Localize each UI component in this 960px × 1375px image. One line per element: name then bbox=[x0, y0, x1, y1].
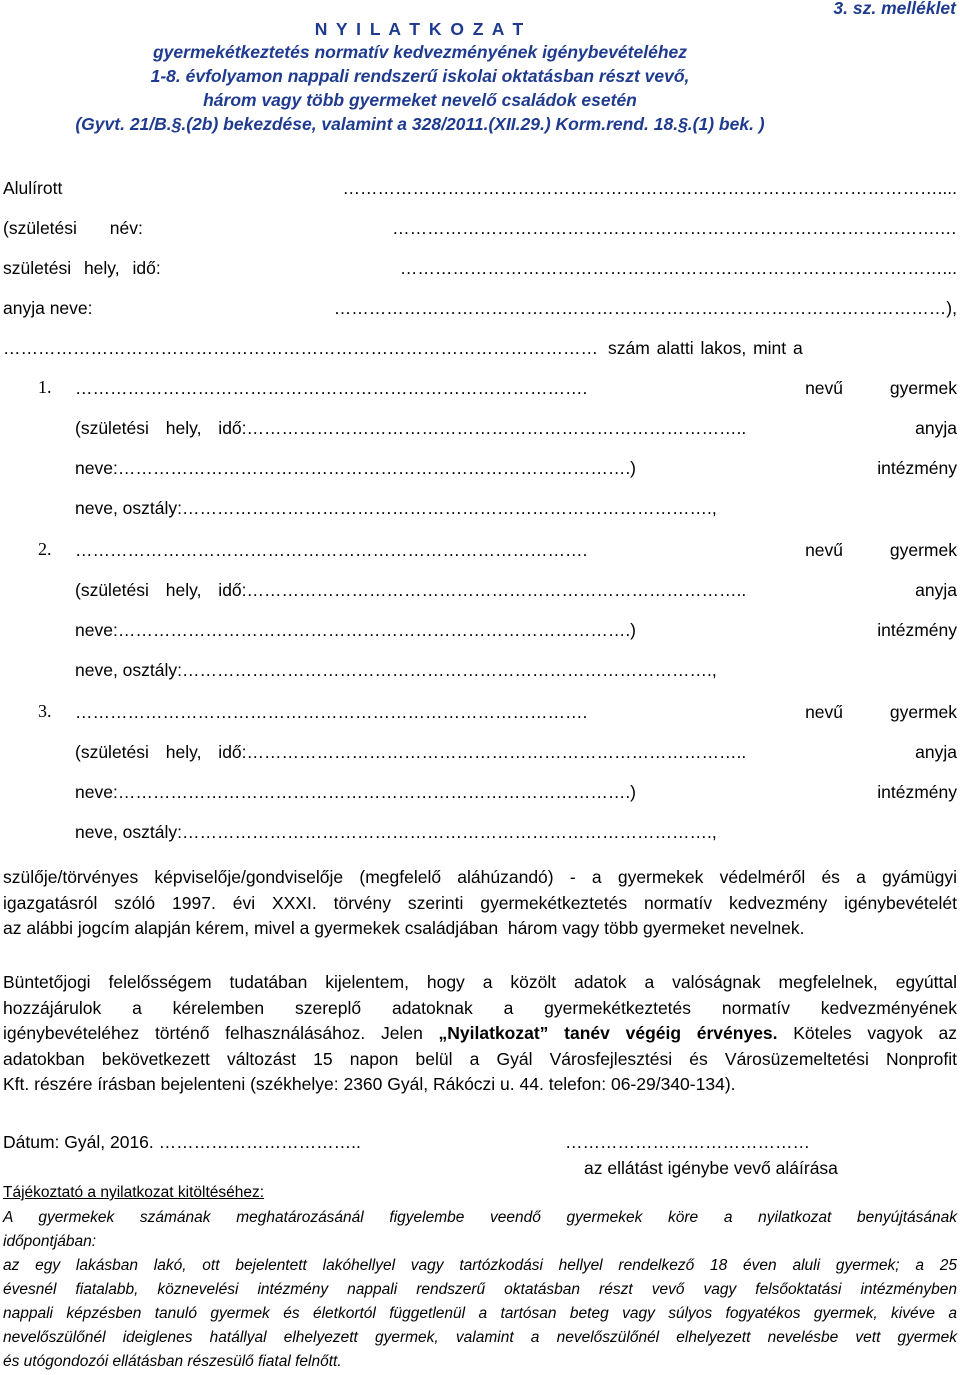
address-field[interactable]: ………………………………………………………………………………………… bbox=[3, 338, 598, 358]
child-2-mother-row bbox=[75, 620, 957, 641]
info-line-2: időpontjában: bbox=[3, 1233, 97, 1250]
liability-line-3 bbox=[3, 1021, 957, 1047]
header-line-2: 1-8. évfolyamon nappali rendszerű iskolai oktatásban részt vevő, bbox=[150, 66, 690, 86]
statement-line-3: az alábbi jogcím alapján kérem, mivel a gyermekek családjában három vagy több gyermeket nevelnek. bbox=[3, 918, 805, 938]
info-line-1: A gyermekek számának meghatározásánál figyelembe veendő gyermekek köre a nyilatkozat benyújtásának bbox=[3, 1209, 957, 1226]
child-1-institution-label: intézmény bbox=[877, 458, 957, 478]
info-line-6: nevelőszülőnél ideiglenes hatállyal elhelyezett gyermek, valamint a nevelőszülőnél elhelyezett nevelésbe vett gyermek bbox=[3, 1329, 957, 1346]
statement-line-1: szülője/törvényes képviselője/gondviselője (megfelelő aláhúzandó) - a gyermekek védelméről és a gyámügyi bbox=[3, 867, 957, 887]
child-1-class-label: neve, osztály: bbox=[75, 498, 182, 518]
header-line-1: gyermekétkeztetés normatív kedvezményének igénybevételéhez bbox=[152, 42, 687, 62]
child-1-class-row bbox=[75, 498, 957, 519]
birth-place-row bbox=[3, 258, 957, 279]
applicant-name-row bbox=[3, 178, 957, 199]
alulirott-label: Alulírott bbox=[3, 178, 63, 198]
child-3-name-row bbox=[75, 702, 957, 723]
child-2-class-label: neve, osztály: bbox=[75, 660, 182, 680]
child-3-mother-row bbox=[75, 782, 957, 803]
child-3-class-field[interactable]: ………………………………………………………………………………., bbox=[182, 822, 717, 842]
info-heading: Tájékoztató a nyilatkozat kitöltéséhez: bbox=[3, 1184, 265, 1201]
child-2-birth-label: (születési hely, idő: bbox=[75, 580, 247, 600]
info-line-5: nappali képzésben tanuló gyermek és életkortól függetlenül a tartósan beteg vagy súlyos fogyatékos gyermek, kivéve a bbox=[3, 1305, 957, 1322]
child-1-name-field[interactable]: ……………………………………………………………………………. bbox=[75, 378, 588, 398]
child-2-mother-field[interactable]: …………………………………………………………………………….) bbox=[117, 620, 637, 640]
child-2-birth-row bbox=[75, 580, 957, 601]
applicant-name-field[interactable]: ………………………………………………………………………………………….... bbox=[342, 178, 957, 198]
child-3-class-label: neve, osztály: bbox=[75, 822, 182, 842]
child-2-number: 2. bbox=[38, 539, 52, 559]
child-2-neve-label: neve: bbox=[75, 620, 118, 640]
child-2-mother-label: anyja bbox=[915, 580, 957, 600]
child-1-mother-field[interactable]: …………………………………………………………………………….) bbox=[117, 458, 637, 478]
child-2-name-row bbox=[75, 540, 957, 561]
info-line-4: évesnél fiatalabb, köznevelési intézmény nappali rendszerű oktatásban részt vevő vagy felsőoktatási intézményben bbox=[3, 1281, 957, 1298]
child-1-neve-label: neve: bbox=[75, 458, 118, 478]
signature-field[interactable]: …………………………………… bbox=[565, 1132, 810, 1152]
child-2-class-field[interactable]: ………………………………………………………………………………., bbox=[182, 660, 717, 680]
liability-line-3-post: Köteles vagyok az bbox=[777, 1023, 958, 1043]
child-3-birth-row bbox=[75, 742, 957, 763]
child-2-class-row bbox=[75, 660, 957, 681]
liability-line-2: hozzájárulok a kérelemben szereplő adatoknak a gyermekétkeztetés normatív kedvezményének bbox=[3, 997, 957, 1018]
address-label: szám alatti lakos, mint a bbox=[608, 338, 803, 358]
mother-name-label: anyja neve: bbox=[3, 298, 93, 318]
date-field[interactable]: Dátum: Gyál, 2016. …………………………….. bbox=[3, 1132, 361, 1152]
child-3-neve-label: neve: bbox=[75, 782, 118, 802]
info-line-3: az egy lakásban lakó, ott bejelentett lakóhellyel vagy tartózkodási hellyel rendelkező 18 éven aluli gyermek; a 25 bbox=[3, 1257, 957, 1274]
info-line-7: és utógondozói ellátásban részesülő fiatal felnőtt. bbox=[3, 1353, 342, 1370]
child-2-name-field[interactable]: ……………………………………………………………………………. bbox=[75, 540, 588, 560]
annex-label: 3. sz. melléklet bbox=[833, 0, 956, 18]
child-3-class-row bbox=[75, 822, 957, 843]
address-row bbox=[3, 338, 951, 359]
child-1-name-suffix: nevű gyermek bbox=[805, 378, 957, 398]
child-3-birth-label: (születési hely, idő: bbox=[75, 742, 247, 762]
liability-line-4: adatokban bekövetkezett változást 15 napon belül a Gyál Városfejlesztési és Városüzemeltetési Nonprofit bbox=[3, 1048, 957, 1069]
child-2-institution-label: intézmény bbox=[877, 620, 957, 640]
statement-paragraph bbox=[3, 865, 957, 942]
child-1-name-row bbox=[75, 378, 957, 399]
child-1-birth-label: (születési hely, idő: bbox=[75, 418, 247, 438]
validity-statement: „Nyilatkozat” tanév végéig érvényes. bbox=[438, 1023, 778, 1043]
child-3-institution-label: intézmény bbox=[877, 782, 957, 802]
child-1-birth-row bbox=[75, 418, 957, 439]
child-1-birth-field[interactable]: ………………………………………………………………………….. bbox=[246, 418, 747, 438]
child-2-name-suffix: nevű gyermek bbox=[805, 540, 957, 560]
birth-name-field[interactable]: ………………………………………………………………………………….… bbox=[392, 218, 957, 238]
birth-name-row bbox=[3, 218, 957, 239]
child-3-name-suffix: nevű gyermek bbox=[805, 702, 957, 722]
birth-place-label: születési hely, idő: bbox=[3, 258, 161, 278]
mother-name-field[interactable]: ……………………………………………………………………………………………), bbox=[333, 298, 957, 318]
header-line-3: három vagy több gyermeket nevelő családok esetén bbox=[203, 90, 637, 110]
birth-place-field[interactable]: …………………………………………………………………………………... bbox=[399, 258, 957, 278]
statement-line-2: igazgatásról szóló 1997. évi XXXI. törvény szerinti gyermekétkeztetés normatív kedvezmény igénybevételét bbox=[3, 892, 957, 913]
child-3-name-field[interactable]: ……………………………………………………………………………. bbox=[75, 702, 588, 722]
child-2-birth-field[interactable]: ………………………………………………………………………….. bbox=[246, 580, 747, 600]
mother-name-row bbox=[3, 298, 957, 319]
child-1-class-field[interactable]: ………………………………………………………………………………., bbox=[182, 498, 717, 518]
liability-paragraph bbox=[3, 970, 957, 1098]
child-3-mother-label: anyja bbox=[915, 742, 957, 762]
liability-line-5: Kft. részére írásban bejelenteni (székhelye: 2360 Gyál, Rákóczi u. 44. telefon: 06-29/340-134). bbox=[3, 1074, 736, 1094]
child-3-number: 3. bbox=[38, 701, 52, 721]
child-1-mother-row bbox=[75, 458, 957, 479]
child-3-birth-field[interactable]: ………………………………………………………………………….. bbox=[246, 742, 747, 762]
info-paragraph bbox=[3, 1206, 957, 1374]
birth-name-label: (születési név: bbox=[3, 218, 143, 238]
header-line-4: (Gyvt. 21/B.§.(2b) bekezdése, valamint a 328/2011.(XII.29.) Korm.rend. 18.§.(1) bek. ) bbox=[75, 114, 765, 134]
signature-label: az ellátást igénybe vevő aláírása bbox=[584, 1158, 838, 1178]
document-title: N Y I L A T K O Z A T bbox=[314, 19, 526, 39]
liability-line-3-pre: igénybevételéhez történő felhasználásához. Jelen bbox=[3, 1023, 439, 1043]
child-1-number: 1. bbox=[38, 377, 52, 397]
child-1-mother-label: anyja bbox=[915, 418, 957, 438]
child-3-mother-field[interactable]: …………………………………………………………………………….) bbox=[117, 782, 637, 802]
liability-line-1: Büntetőjogi felelősségem tudatában kijelentem, hogy a közölt adatok a valóságnak megfelelnek, egyúttal bbox=[3, 972, 957, 992]
